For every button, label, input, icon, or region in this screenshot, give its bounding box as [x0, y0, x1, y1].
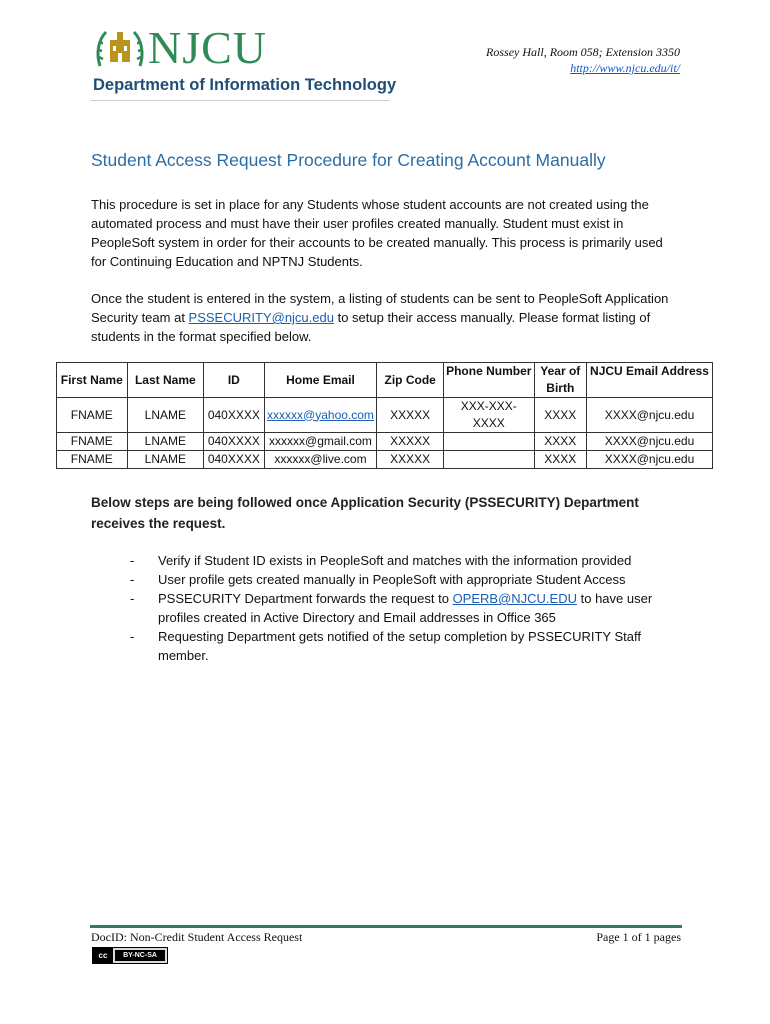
- step-text: Requesting Department gets notified of the setup completion by PSSECURITY Staff member.: [158, 629, 641, 663]
- table-cell: xxxxxx@gmail.com: [264, 433, 377, 451]
- creative-commons-icon: [92, 947, 168, 964]
- license-text: BY-NC-SA: [115, 950, 165, 961]
- table-cell: XXX-XXX-XXXX: [443, 398, 534, 433]
- table-cell: 040XXXX: [204, 433, 264, 451]
- table-cell: XXXXX: [377, 451, 444, 469]
- table-cell: XXXX: [534, 433, 586, 451]
- column-header: Last Name: [127, 363, 204, 398]
- list-dash: -: [130, 591, 135, 606]
- instructions-text-start: Once the student is entered in the system, a listing of students can be sent to PeopleSoft Application Security team at: [91, 291, 669, 325]
- table-cell: XXXXX: [377, 398, 444, 433]
- pssecurity-email-link[interactable]: PSSECURITY@njcu.edu: [188, 310, 334, 325]
- table-cell: XXXX: [534, 451, 586, 469]
- table-cell: XXXX@njcu.edu: [587, 398, 713, 433]
- contact-info: [486, 44, 680, 76]
- table-cell: [443, 451, 534, 469]
- list-dash: -: [130, 553, 135, 568]
- steps-list: [130, 551, 690, 665]
- table-cell: XXXX@njcu.edu: [587, 433, 713, 451]
- intro-paragraph: This procedure is set in place for any Students whose student accounts are not created using the automated process and must have their user profiles created manually. Student must exist in PeopleSoft system in order for their accounts to be created manually. This process is primarily used for Continuing Education and NPTNJ Students.: [91, 197, 663, 269]
- home-email-link[interactable]: xxxxxx@yahoo.com: [267, 407, 374, 422]
- cc-badge: cc: [93, 948, 113, 963]
- table-row: [57, 398, 713, 433]
- table-cell: 040XXXX: [204, 398, 264, 433]
- logo-wordmark: NJCU: [148, 22, 268, 73]
- column-header: Home Email: [264, 363, 377, 398]
- table-cell: XXXX: [534, 398, 586, 433]
- table-cell: LNAME: [127, 451, 204, 469]
- list-dash: -: [130, 572, 135, 587]
- university-seal-icon: [94, 26, 146, 72]
- instructions-text-end: to setup their access manually. Please format listing of students in the format specified below.: [91, 310, 651, 344]
- column-header: First Name: [57, 363, 128, 398]
- office-address: Rossey Hall, Room 058; Extension 3350: [486, 45, 680, 59]
- operb-email-link[interactable]: OPERB@NJCU.EDU: [452, 591, 577, 606]
- table-cell: [443, 433, 534, 451]
- department-name: Department of Information Technology: [93, 76, 397, 94]
- table-cell: 040XXXX: [204, 451, 264, 469]
- column-header: NJCU Email Address: [587, 363, 713, 398]
- page-title: Student Access Request Procedure for Creating Account Manually: [91, 150, 606, 170]
- student-listing-table: [56, 362, 713, 469]
- table-cell: XXXX@njcu.edu: [587, 451, 713, 469]
- page-number: Page 1 of 1 pages: [596, 930, 681, 944]
- list-dash: -: [130, 629, 135, 644]
- table-cell: xxxxxx@live.com: [264, 451, 377, 469]
- column-header: Year of Birth: [534, 363, 586, 398]
- njcu-logo: [90, 18, 397, 100]
- it-website-link[interactable]: http://www.njcu.edu/it/: [570, 61, 680, 75]
- list-item: [130, 570, 690, 589]
- doc-id: DocID: Non-Credit Student Access Request: [91, 930, 303, 944]
- table-header-row: [57, 363, 713, 398]
- list-item: [130, 627, 690, 665]
- list-item: [130, 551, 690, 570]
- table-cell: [264, 398, 377, 433]
- step-text: User profile gets created manually in PeopleSoft with appropriate Student Access: [158, 572, 626, 587]
- table-row: [57, 451, 713, 469]
- table-cell: LNAME: [127, 398, 204, 433]
- step-text-end: to have user profiles created in Active Directory and Email addresses in Office 365: [158, 591, 653, 625]
- column-header: Phone Number: [443, 363, 534, 398]
- step-text: Verify if Student ID exists in PeopleSoft and matches with the information provided: [158, 553, 632, 568]
- table-cell: XXXXX: [377, 433, 444, 451]
- column-header: Zip Code: [377, 363, 444, 398]
- table-cell: FNAME: [57, 451, 128, 469]
- instructions-paragraph: [91, 289, 681, 346]
- header-divider: [90, 100, 390, 101]
- step-text-start: PSSECURITY Department forwards the request to: [158, 591, 453, 606]
- column-header: ID: [204, 363, 264, 398]
- list-item: [130, 589, 690, 627]
- table-cell: FNAME: [57, 398, 128, 433]
- table-row: [57, 433, 713, 451]
- table-cell: LNAME: [127, 433, 204, 451]
- steps-heading: Below steps are being followed once Application Security (PSSECURITY) Department receives the request.: [91, 495, 639, 531]
- table-cell: FNAME: [57, 433, 128, 451]
- footer-divider: [90, 925, 682, 928]
